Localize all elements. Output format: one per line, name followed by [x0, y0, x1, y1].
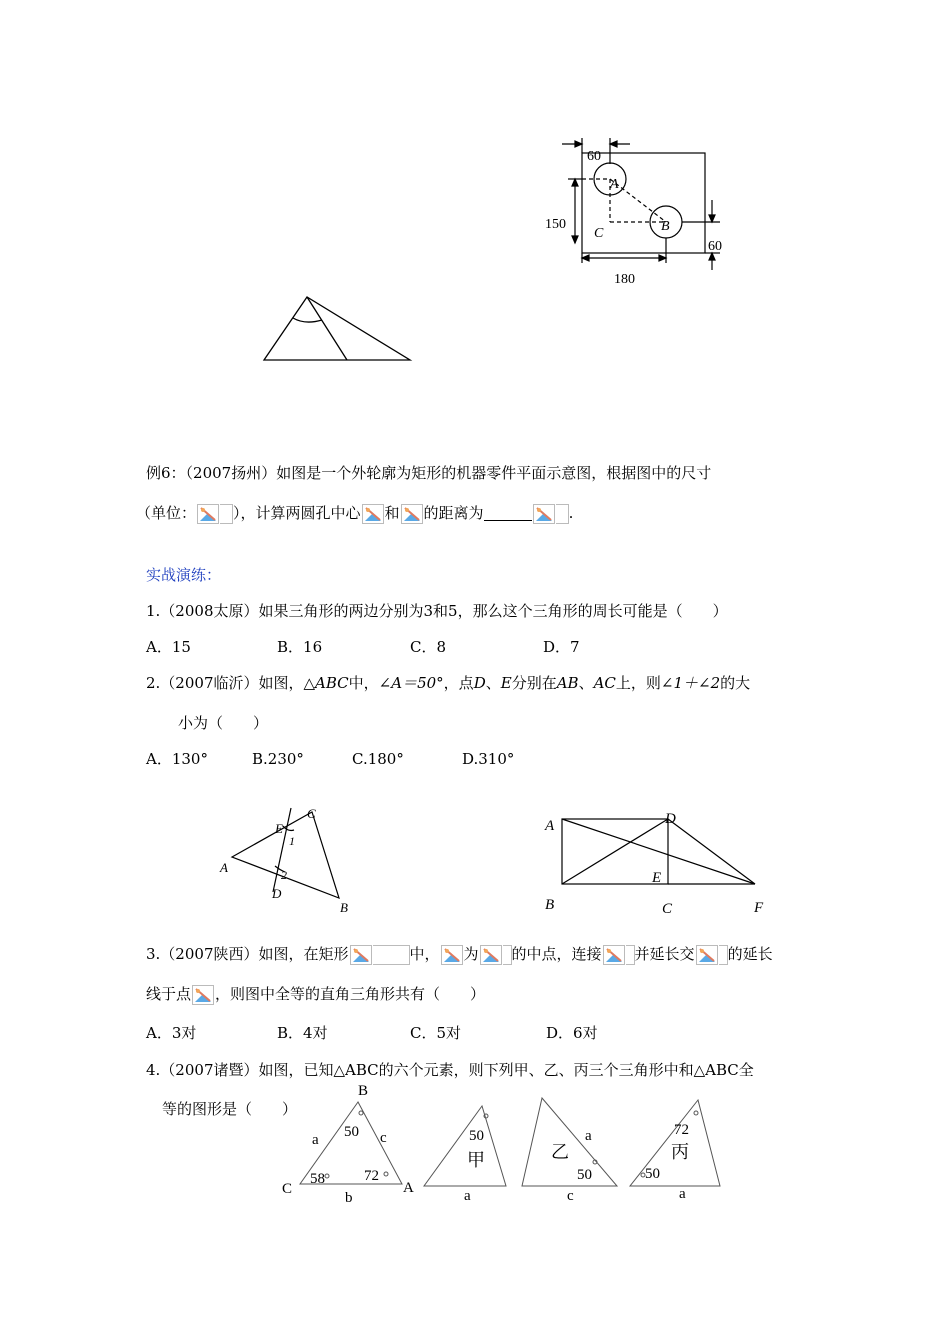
q3-stem: 3.（2007陕西）如图，在矩形 中， 为 的中点，连接 并延长交 的延长 [146, 945, 773, 963]
q4-label-A: A [403, 1180, 414, 1196]
q3-option-b: B．4对 [277, 1024, 328, 1042]
q4-jia-50: 50 [469, 1128, 484, 1144]
example6-line2: （单位： ），计算两圆孔中心 和 的距离为 . [136, 504, 574, 522]
q1-stem: 1.（2008太原）如果三角形的两边分别为3和5，那么这个三角形的周长可能是（ ） [146, 602, 728, 620]
rect-label-A: A [545, 818, 555, 834]
dim-150: 150 [545, 217, 566, 232]
q2-option-c: C.180° [352, 750, 404, 768]
q3-stem-line2: 线于点 ，则图中全等的直角三角形共有（ ） [146, 985, 486, 1003]
q2-stem: 2.（2007临沂）如图，△ABC中，∠A＝50°，点D、E分别在AB、AC上，则∠1＋∠2的大 [146, 674, 751, 692]
label-B: B [661, 219, 670, 234]
image-placeholder-icon [533, 504, 555, 524]
rect-label-B: B [545, 897, 555, 913]
q4-yi-c: c [567, 1188, 574, 1204]
q3-rectangle-figure [540, 808, 780, 923]
q4-abc-58: 58 [310, 1171, 325, 1187]
q3-option-a: A．3对 [146, 1024, 197, 1042]
image-placeholder-icon [197, 504, 219, 524]
q2-label-E: E [275, 821, 283, 836]
machine-part-figure [540, 130, 740, 290]
q4-yi-label: 乙 [551, 1142, 569, 1162]
rect-label-D: D [665, 811, 676, 827]
dim-60-right: 60 [708, 239, 722, 254]
image-placeholder-icon [696, 945, 718, 965]
q4-abc-c: c [380, 1130, 387, 1146]
q4-bing-50: 50 [645, 1166, 660, 1182]
q4-yi-50: 50 [577, 1167, 592, 1183]
image-placeholder-icon [362, 504, 384, 524]
triangle-figure [260, 292, 420, 367]
q4-abc-50: 50 [344, 1124, 359, 1140]
q1-option-c: C．8 [410, 638, 447, 656]
q2-option-b: B.230° [252, 750, 304, 768]
image-placeholder-icon [401, 504, 423, 524]
image-placeholder-icon [192, 985, 214, 1005]
q3-option-d: D．6对 [546, 1024, 598, 1042]
rect-label-E: E [652, 870, 662, 886]
q4-label-B: B [358, 1083, 369, 1099]
q4-jia-label: 甲 [467, 1150, 485, 1170]
rect-label-F: F [754, 900, 764, 916]
q2-triangle-figure [215, 800, 365, 920]
q4-stem-line2: 等的图形是（ ） [162, 1100, 298, 1118]
image-placeholder-icon [350, 945, 372, 965]
q2-label-A: A [220, 860, 228, 875]
q2-label-D: D [272, 886, 282, 901]
practice-heading: 实战演练： [146, 566, 222, 584]
dim-180: 180 [614, 272, 635, 287]
q2-label-B: B [340, 900, 348, 915]
q4-label-C: C [282, 1181, 293, 1197]
q1-option-d: D．7 [543, 638, 580, 656]
q4-stem: 4.（2007诸暨）如图，已知△ABC的六个元素，则下列甲、乙、丙三个三角形中和△ABC全 [146, 1061, 754, 1079]
q4-bing-72: 72 [674, 1122, 689, 1138]
rect-label-C: C [662, 901, 673, 917]
label-A: A [610, 177, 619, 192]
q1-option-a: A．15 [146, 638, 191, 656]
example6-line1: 例6：（2007扬州）如图是一个外轮廓为矩形的机器零件平面示意图，根据图中的尺寸 [146, 464, 712, 482]
q2-stem-line2: 小为（ ） [178, 714, 269, 732]
q2-label-2: 2 [281, 868, 287, 882]
q4-abc-a: a [312, 1132, 319, 1148]
q2-label-C: C [307, 806, 316, 821]
q1-option-b: B．16 [277, 638, 323, 656]
q4-bing-a: a [679, 1186, 686, 1202]
q4-bing-label: 丙 [671, 1142, 689, 1162]
label-C: C [594, 226, 604, 241]
dim-60-top: 60 [587, 149, 601, 164]
q4-yi-a: a [585, 1128, 592, 1144]
q4-jia-a: a [464, 1188, 471, 1204]
image-placeholder-icon [441, 945, 463, 965]
image-placeholder-icon [603, 945, 625, 965]
image-placeholder-icon [480, 945, 502, 965]
q4-triangles-figure [270, 1078, 840, 1208]
q4-abc-72: 72 [364, 1168, 379, 1184]
q3-option-c: C．5对 [410, 1024, 462, 1042]
q2-label-1: 1 [289, 834, 295, 848]
q2-option-a: A．130° [146, 750, 208, 768]
q4-abc-b: b [345, 1190, 353, 1206]
q2-option-d: D.310° [462, 750, 515, 768]
